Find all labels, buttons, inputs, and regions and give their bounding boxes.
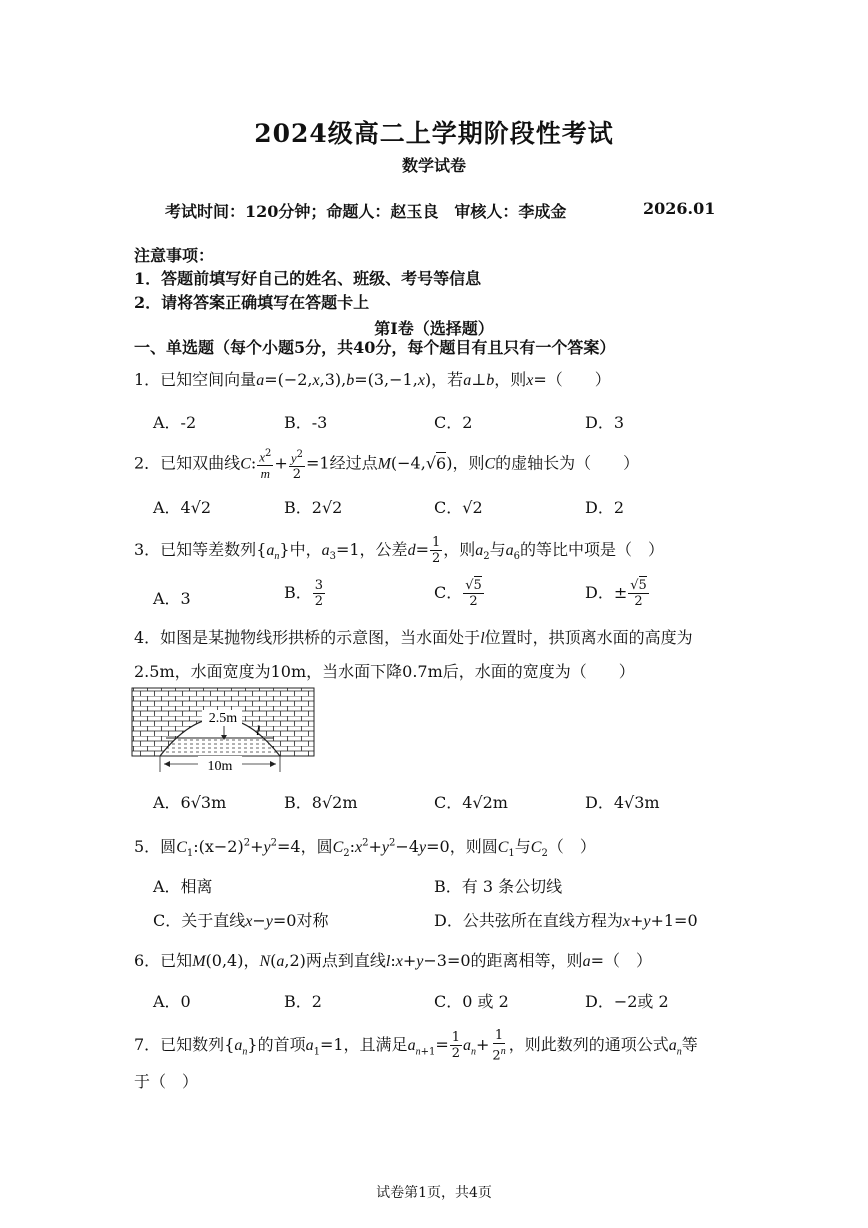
exam-info [165,199,716,222]
exam-title: 2024级高二上学期阶段性考试 [254,119,614,148]
q1-option-c: C．2 [434,413,473,432]
exam-subtitle: 数学试卷 [401,156,466,175]
q4-option-d: D．4√3m [585,793,660,812]
exam-info-text: 考试时间：120分钟；命题人：赵玉良 审核人：李成金 [165,202,567,221]
fig-height-label: 2.5m [208,711,238,726]
q2-stem-a: 2．已知双曲线 [134,453,241,473]
q2-option-c: C．√2 [434,498,483,517]
question-4-line-2: 2.5m，水面宽度为10m，当水面下降0.7m后，水面的宽度为（ ） [134,662,635,681]
volume-title: 第Ⅰ卷（选择题） [374,319,494,338]
q4-option-a: A．6√3m [153,793,227,812]
question-3: 3．已知等差数列$\{a_n\}$中，$a_3=1$，公差d= $\frac{1}{2}$ ，则$a_2$与$a_6$的等比中项是（ ） [134,535,665,566]
fig-l-label: l [256,724,260,739]
question-5: 5．圆$C_1:(x-2)^2+y^2=4$，圆$C_2:x^2+y^2-4y=0$，则圆$C_1$与$C_2$（ ） [134,837,596,860]
q6-option-b: B．2 [284,992,322,1011]
q4-option-c: C．4√2m [434,793,508,812]
note-item-2: 2．请将答案正确填写在答题卡上 [134,293,370,312]
q5-option-d: D．公共弦所在直线方程为x+y+1=0 [434,911,698,930]
fig-width-label: 10m [207,759,233,774]
q5-option-b: B．有 3 条公切线 [434,877,563,896]
question-1: 1．已知空间向量a=(−2,x,3),b=(3,−1,x)，若a⊥b，则x=（ ） [134,370,611,389]
section-title: 一、单选题（每个小题5分，共40分，每个题目有且只有一个答案） [134,338,616,357]
question-7: 7．已知数列$\{a_n\}$的首项$a_1=1$，且满足$a_{n+1}=$ $\frac{1}{2}$ $a_n+$ $\frac{1}{2^n}$ ，则此数列的通项公式$a_n$等 [134,1028,698,1064]
q1-stem-a: 1．已知空间向量 [134,370,257,389]
q5-option-a: A．相离 [153,877,213,896]
q1-option-b: B．-3 [284,413,328,432]
q3-option-c: C． $\frac{√5}{2}$ [434,578,482,609]
q6-option-d: D．−2或 2 [585,992,669,1011]
q3-stem-b: 中， [289,540,322,559]
q2-stem-d: 的虚轴长为（ ） [495,453,640,473]
q2-option-b: B．2√2 [284,498,343,517]
q2-stem-b: 经过点 [329,453,378,473]
q3-option-a: A．3 [153,589,191,608]
q3-stem-f: 的等比中项是（ ） [520,540,665,559]
q6-option-a: A．0 [153,992,191,1011]
q3-option-b: B． $\frac{3}{2}$ [284,578,324,609]
exam-date: 2026.01 [643,199,716,218]
q3-stem-c: ，公差 [359,540,408,559]
question-7-line-2: 于（ ） [134,1072,199,1091]
q2-option-d: D．2 [585,498,625,517]
q6-option-c: C．0 或 2 [434,992,509,1011]
question-4-line-1: 4．如图是某抛物线形拱桥的示意图，当水面处于l位置时，拱顶离水面的高度为 [134,628,693,647]
q3-stem-d: ，则 [443,540,476,559]
notes-heading: 注意事项： [134,246,215,265]
page-footer: 试卷第1页，共4页 [376,1185,492,1201]
q1-stem-d: （ ） [546,370,611,389]
question-6: 6．已知M(0,4)，N(a,2)两点到直线l:x+y−3=0的距离相等，则a=（ ） [134,951,652,970]
q4-option-b: B．8√2m [284,793,358,812]
question-2: 2．已知双曲线C: $\frac{x^2}{m}$ + $\frac{y^2}{2}$ =1经过点M(−4,√6)，则C的虚轴长为（ ） [134,448,640,482]
bridge-figure [130,686,316,774]
q1-stem-b: ，若 [431,370,464,389]
q3-option-d: D．± $\frac{√5}{2}$ [585,578,647,609]
note-item-1: 1．答题前填写好自己的姓名、班级、考号等信息 [134,269,482,288]
q1-option-d: D．3 [585,413,625,432]
q3-stem-e: 与 [489,540,506,559]
q2-stem-c: ，则 [452,453,485,473]
q2-option-a: A．4√2 [153,498,212,517]
q1-option-a: A．-2 [153,413,197,432]
q5-option-c: C．关于直线x−y=0对称 [153,911,329,930]
q3-stem-a: 3．已知等差数列 [134,540,257,559]
q1-stem-c: ，则 [494,370,527,389]
